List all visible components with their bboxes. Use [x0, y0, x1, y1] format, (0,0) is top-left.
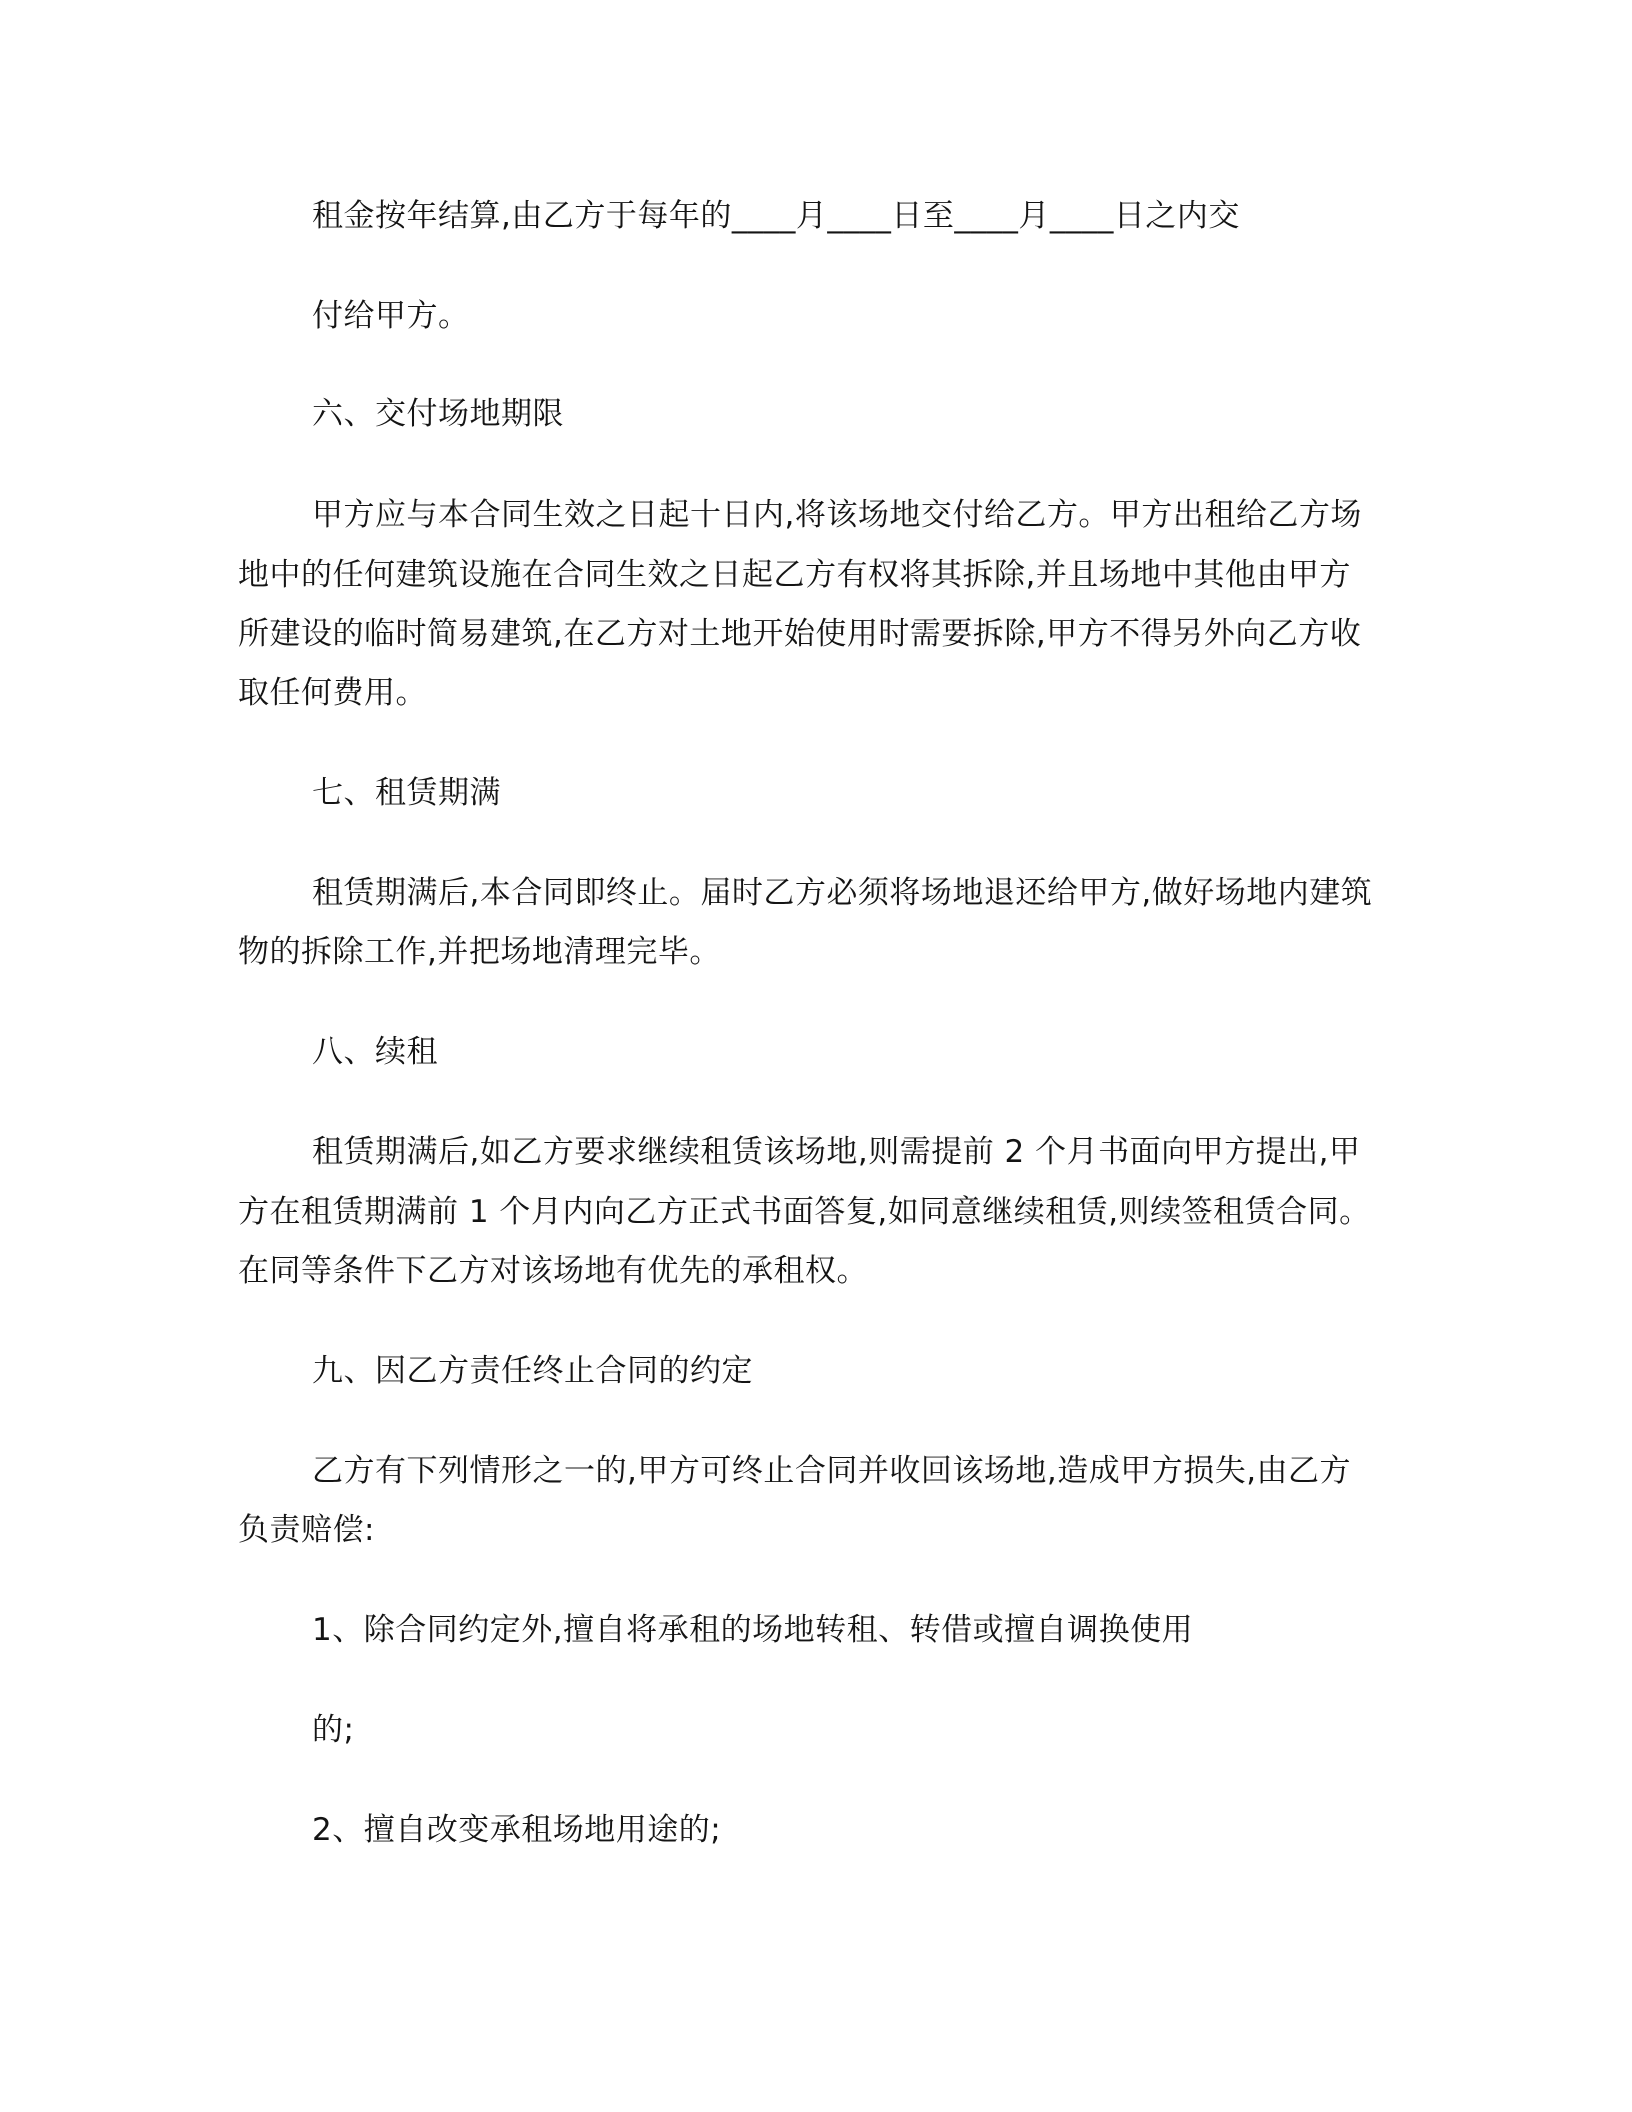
section-8-body-line-3: 在同等条件下乙方对该场地有优先的承租权。: [238, 1253, 868, 1289]
section-6-body-line-1: 甲方应与本合同生效之日起十日内,将该场地交付给乙方。甲方出租给乙方场: [312, 497, 1362, 533]
item-1-line-1: 1、除合同约定外,擅自将承租的场地转租、转借或擅自调换使用: [312, 1612, 1194, 1648]
item-1-line-2: 的;: [312, 1712, 355, 1748]
section-9-heading: 九、因乙方责任终止合同的约定: [312, 1353, 753, 1389]
rent-payment-line-1: 租金按年结算,由乙方于每年的____月____日至____月____日之内交: [312, 198, 1240, 234]
section-7-body-line-2: 物的拆除工作,并把场地清理完毕。: [238, 934, 721, 970]
section-6-body-line-3: 所建设的临时简易建筑,在乙方对土地开始使用时需要拆除,甲方不得另外向乙方收: [238, 616, 1362, 652]
section-6-body-line-4: 取任何费用。: [238, 675, 427, 711]
section-6-heading: 六、交付场地期限: [312, 396, 564, 432]
section-9-body-line-2: 负责赔偿:: [238, 1512, 375, 1548]
section-9-body-line-1: 乙方有下列情形之一的,甲方可终止合同并收回该场地,造成甲方损失,由乙方: [312, 1453, 1352, 1489]
rent-payment-line-2: 付给甲方。: [312, 298, 470, 334]
item-2: 2、擅自改变承租场地用途的;: [312, 1812, 722, 1848]
section-6-body-line-2: 地中的任何建筑设施在合同生效之日起乙方有权将其拆除,并且场地中其他由甲方: [238, 557, 1351, 593]
section-7-body-line-1: 租赁期满后,本合同即终止。届时乙方必须将场地退还给甲方,做好场地内建筑: [312, 875, 1373, 911]
section-8-heading: 八、续租: [312, 1034, 438, 1070]
section-7-heading: 七、租赁期满: [312, 775, 501, 811]
section-8-body-line-2: 方在租赁期满前 1 个月内向乙方正式书面答复,如同意继续租赁,则续签租赁合同。: [238, 1194, 1371, 1230]
section-8-body-line-1: 租赁期满后,如乙方要求继续租赁该场地,则需提前 2 个月书面向甲方提出,甲: [312, 1134, 1361, 1170]
